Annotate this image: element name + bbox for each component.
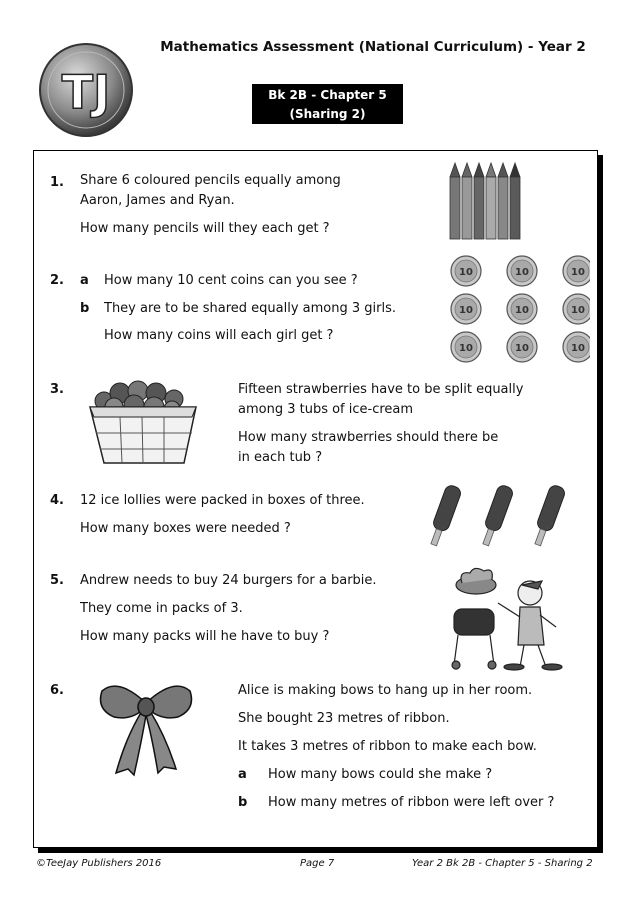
question-6-text-2: She bought 23 metres of ribbon.: [238, 711, 450, 726]
question-2b-text: They are to be shared equally among 3 girls.: [104, 301, 396, 316]
svg-text:10: 10: [571, 343, 585, 354]
question-3-text-3: How many strawberries should there be: [238, 430, 499, 445]
ten-cent-coin-icon: [563, 332, 590, 362]
question-2a-text: How many 10 cent coins can you see ?: [104, 273, 358, 288]
svg-text:10: 10: [571, 305, 585, 316]
svg-text:TJ: TJ: [61, 65, 111, 119]
ten-cent-coin-icon: [507, 256, 537, 286]
teejay-logo: [38, 42, 134, 138]
pencils-icon: [448, 161, 528, 241]
question-6a-label: a: [238, 767, 247, 782]
question-6-text-1: Alice is making bows to hang up in her room.: [238, 683, 533, 698]
page-title: Mathematics Assessment (National Curriculum) - Year 2: [160, 39, 586, 55]
question-4-text-2: How many boxes were needed ?: [80, 521, 291, 536]
question-1-number: 1.: [50, 175, 64, 190]
question-6b-label: b: [238, 795, 248, 810]
question-1-text-1: Share 6 coloured pencils equally among: [80, 173, 341, 188]
question-5-text-1: Andrew needs to buy 24 burgers for a barbie.: [80, 573, 377, 588]
barbecue-man-icon: [448, 565, 568, 671]
svg-text:10: 10: [515, 267, 529, 278]
question-2b-label: b: [80, 301, 90, 316]
svg-text:10: 10: [515, 343, 529, 354]
svg-text:10: 10: [571, 267, 585, 278]
svg-text:10: 10: [459, 305, 473, 316]
chapter-label: [252, 84, 403, 124]
ten-cent-coin-icon: [563, 256, 590, 286]
question-3-text-1: Fifteen strawberries have to be split equally: [238, 382, 524, 397]
footer-copyright: ©TeeJay Publishers 2016: [36, 858, 162, 869]
question-frame: [33, 150, 598, 848]
question-2a-label: a: [80, 273, 89, 288]
question-1-text-2: Aaron, James and Ryan.: [80, 193, 235, 208]
strawberry-basket-icon: [86, 371, 202, 471]
ten-cent-coin-icon: [451, 332, 481, 362]
ten-cent-coin-icon: [507, 294, 537, 324]
ten-cent-coin-icon: [507, 332, 537, 362]
question-5-text-3: How many packs will he have to buy ?: [80, 629, 330, 644]
ten-cent-coin-icon: [563, 294, 590, 324]
ten-cent-coin-icon: [451, 294, 481, 324]
question-3-number: 3.: [50, 382, 64, 397]
question-6a-text: How many bows could she make ?: [268, 767, 493, 782]
svg-text:10: 10: [515, 305, 529, 316]
question-6-number: 6.: [50, 683, 64, 698]
footer-page-number: Page 7: [300, 858, 335, 869]
chapter-line-1: Bk 2B - Chapter 5: [268, 88, 387, 102]
question-6-text-3: It takes 3 metres of ribbon to make each bow.: [238, 739, 537, 754]
chapter-line-2: (Sharing 2): [289, 107, 366, 121]
bow-icon: [96, 677, 196, 777]
question-6b-text: How many metres of ribbon were left over ?: [268, 795, 555, 810]
coins-group: [450, 255, 590, 365]
question-5-number: 5.: [50, 573, 64, 588]
question-2-number: 2.: [50, 273, 64, 288]
question-4-number: 4.: [50, 493, 64, 508]
ice-lollies-icon: [418, 481, 578, 553]
question-3-text-4: in each tub ?: [238, 450, 323, 465]
question-3-text-2: among 3 tubs of ice-cream: [238, 402, 414, 417]
svg-text:10: 10: [459, 343, 473, 354]
question-4-text-1: 12 ice lollies were packed in boxes of three.: [80, 493, 365, 508]
question-2b-text-2: How many coins will each girl get ?: [104, 328, 334, 343]
question-5-text-2: They come in packs of 3.: [80, 601, 243, 616]
footer-chapter-info: Year 2 Bk 2B - Chapter 5 - Sharing 2: [412, 858, 593, 869]
svg-text:10: 10: [459, 267, 473, 278]
question-1-text-3: How many pencils will they each get ?: [80, 221, 330, 236]
ten-cent-coin-icon: [451, 256, 481, 286]
